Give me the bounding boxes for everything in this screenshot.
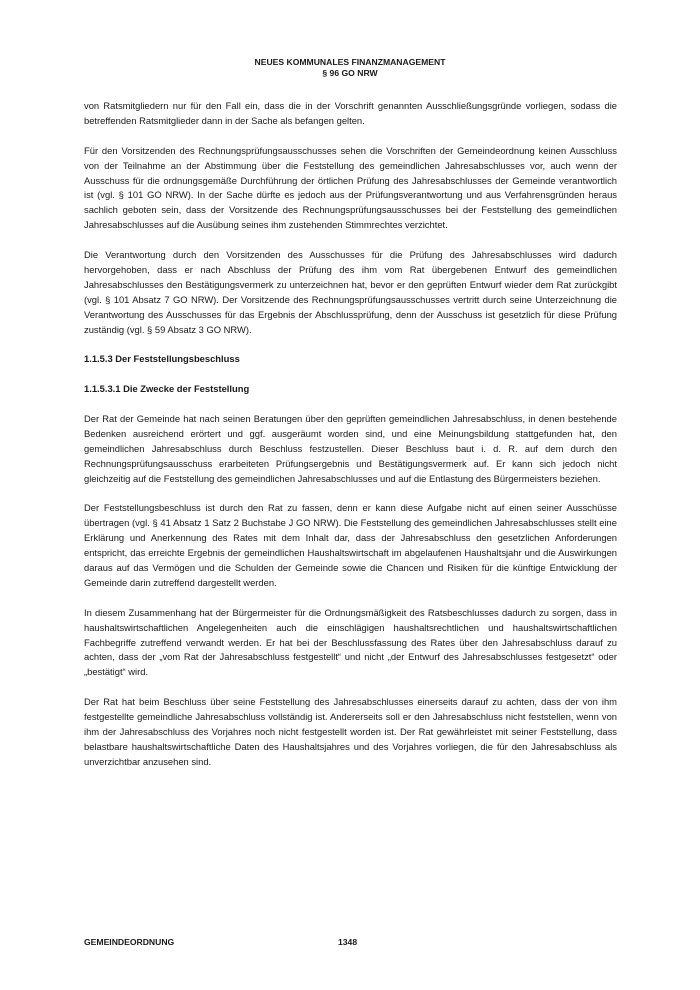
page-header	[0, 57, 700, 79]
footer-label: GEMEINDEORDNUNG	[84, 937, 175, 947]
paragraph: von Ratsmitgliedern nur für den Fall ein, dass die in der Vorschrift genannten Ausschließungsgründe vorliegen, sodass die betreffenden Ratsmitglieder dann in der Sache als befangen gelten.	[84, 100, 617, 126]
paragraph: Der Rat der Gemeinde hat nach seinen Beratungen über den geprüften gemeindlichen Jahresabschluss, in denen bestehende Bedenken ausreichend erörtert und ggf. ausgeräumt worden sind, und eine Meinungsbildung stattgefunden hat, den gemeindlichen Jahresabschluss durch Beschluss festzustellen. Dieser Beschluss baut i. d. R. auf dem durch den Rechnungsprüfungsausschuss erarbeiteten Prüfungsergebnis und Bestätigungsvermerk auf. Er kann sich jedoch nicht gleichzeitig auf die Feststellung des gemeindlichen Jahresabschlusses und auf die Entlastung des Bürgermeisters beziehen.	[84, 412, 617, 484]
paragraph: Die Verantwortung durch den Vorsitzenden des Ausschusses für die Prüfung des Jahresabschlusses wird dadurch hervorgehoben, dass er nach Abschluss der Prüfung des ihm vom Rat übergebenen Entwurf des gemeindlichen Jahresabschlusses den Bestätigungsvermerk zu unterzeichnen hat, bevor er den geprüften Entwurf wieder dem Rat zurückgibt (vgl. § 101 Absatz 7 GO NRW). Der Vorsitzende des Rechnungsprüfungsausschusses vertritt durch seine Unterzeichnung die Verantwortung des Ausschusses für das Ergebnis der Abschlussprüfung, denn der Ausschuss ist gesetzlich für diese Prüfung zuständig (vgl. § 59 Absatz 3 GO NRW).	[84, 249, 617, 335]
paragraph: Der Feststellungsbeschluss ist durch den Rat zu fassen, denn er kann diese Aufgabe nicht auf einen seiner Ausschüsse übertragen (vgl. § 41 Absatz 1 Satz 2 Buchstabe J GO NRW). Die Feststellung des gemeindlichen Jahresabschlusses stellt eine Erklärung und Anerkennung des Rates mit dem Inhalt dar, dass der Jahresabschluss den gesetzlichen Anforderungen entspricht, das erreichte Ergebnis der gemeindlichen Haushaltswirtschaft im abgelaufenen Haushaltsjahr und die Auswirkungen daraus auf das Vermögen und die Schulden der Gemeinde sowie die Chancen und Risiken für die künftige Entwicklung der Gemeinde darin zutreffend dargestellt werden.	[84, 502, 617, 588]
page-content	[84, 99, 617, 785]
subsection-heading: 1.1.5.3.1 Die Zwecke der Feststellung	[84, 383, 250, 395]
paragraph: Der Rat hat beim Beschluss über seine Feststellung des Jahresabschlusses einerseits darauf zu achten, dass der von ihm festgestellte gemeindliche Jahresabschluss vollständig ist. Andererseits soll er den Jahresabschluss nicht feststellen, wenn von ihm der Jahresabschluss des Vorjahres noch nicht festgestellt worden ist. Der Rat gewährleistet mit seiner Feststellung, dass belastbare haushaltswirtschaftliche Daten des Haushaltsjahres und des Vorjahres vorliegen, die für den Jahresabschluss als unverzichtbar anzusehen sind.	[84, 696, 617, 767]
header-title: NEUES KOMMUNALES FINANZMANAGEMENT	[254, 57, 446, 67]
paragraph: Für den Vorsitzenden des Rechnungsprüfungsausschusses sehen die Vorschriften der Gemeindeordnung keinen Ausschluss von der Teilnahme an der Abstimmung über die Feststellung des gemeindlichen Jahresabschlusses vor, auch wenn der Ausschuss für die ordnungsgemäße Durchführung der örtlichen Prüfung des Jahresabschlusses der Gemeinde verantwortlich ist (vgl. § 101 GO NRW). In der Sache dürfte es jedoch aus der Prüfungsverantwortung und aus Verfahrensgründen heraus sachlich geboten sein, dass der Vorsitzende des Rechnungsprüfungsausschusses bei der Feststellung des gemeindlichen Jahresabschlusses auf die Ausübung seines ihm zustehenden Stimmrechtes verzichtet.	[84, 144, 617, 231]
header-section: § 96 GO NRW	[322, 68, 378, 78]
page-number: 1348	[338, 937, 358, 947]
paragraph: In diesem Zusammenhang hat der Bürgermeister für die Ordnungsmäßigkeit des Ratsbeschlusses dadurch zu sorgen, dass in haushaltswirtschaftlichen Angelegenheiten auch die einschlägigen haushaltsrechtlichen und haushaltswirtschaftlichen Fachbegriffe zutreffend verwandt werden. Er hat bei der Beschlussfassung des Rates über den Jahresabschluss darauf zu achten, dass der „vom Rat der Jahresabschluss festgestellt“ und nicht „der Entwurf des Jahresabschlusses festgesetzt“ oder „bestätigt“ wird.	[84, 606, 617, 678]
section-heading: 1.1.5.3 Der Feststellungsbeschluss	[84, 353, 240, 365]
